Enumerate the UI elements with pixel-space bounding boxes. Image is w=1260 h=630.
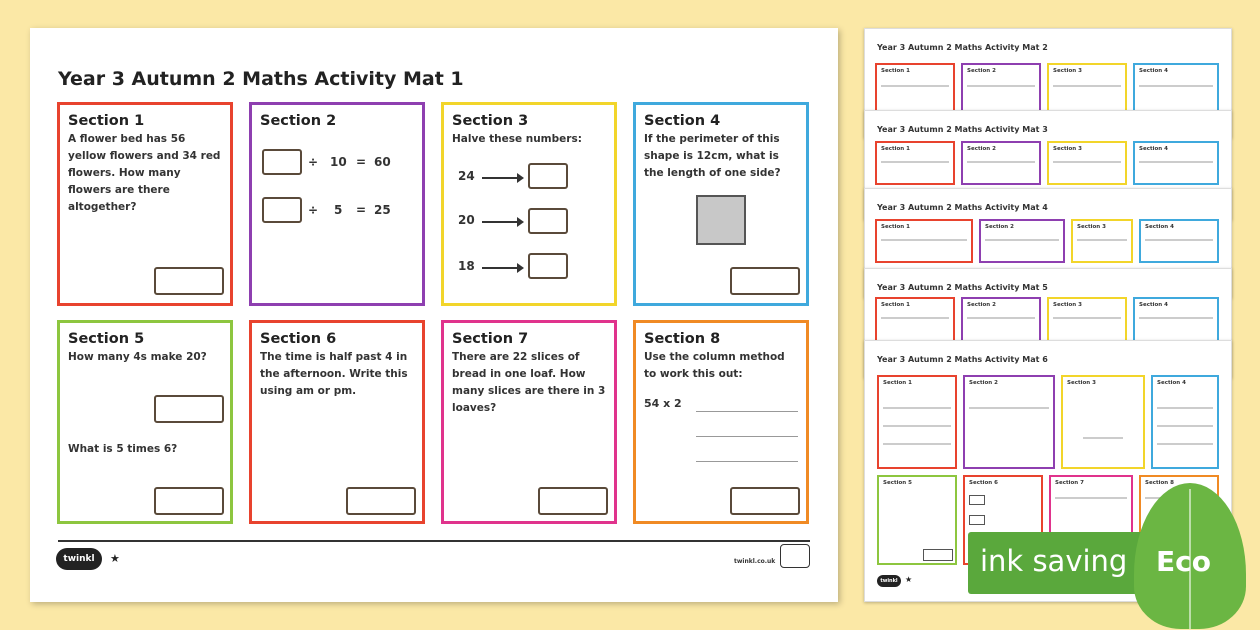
mini-card: Section 4: [1133, 141, 1219, 185]
sheet-title: Year 3 Autumn 2 Maths Activity Mat 1: [58, 68, 464, 90]
section-4-text: If the perimeter of this shape is 12cm, what is the length of one side?: [644, 133, 781, 179]
section-3-text: Halve these numbers:: [452, 133, 582, 145]
mini-mat-2-title: Year 3 Autumn 2 Maths Activity Mat 2: [877, 43, 1048, 52]
mini-card: Section 3: [1071, 219, 1133, 263]
mini-card: Section 5: [877, 475, 957, 565]
section-6-text: The time is half past 4 in the afternoon. Write this using am or pm.: [260, 351, 408, 397]
section-2-box-1[interactable]: [262, 149, 302, 175]
section-5-card: [57, 320, 233, 524]
mini-card: Section 4: [1133, 63, 1219, 113]
mini-card: Section 1: [875, 141, 955, 185]
twinkl-logo: twinkl: [56, 548, 102, 570]
section-2-card: [249, 102, 425, 306]
section-3-arrow-2: [482, 221, 522, 223]
mini-card: Section 1: [875, 63, 955, 113]
section-7-answer-box[interactable]: [538, 487, 608, 515]
section-8-answer-box[interactable]: [730, 487, 800, 515]
activity-mat-sheet: [30, 28, 838, 602]
mini-mat-4-title: Year 3 Autumn 2 Maths Activity Mat 4: [877, 203, 1048, 212]
section-1-title: Section 1: [68, 113, 145, 129]
section-1-card: [57, 102, 233, 306]
section-2-eq-2: =: [356, 203, 367, 217]
section-2-a-2: 5: [334, 203, 343, 217]
section-3-box-3[interactable]: [528, 253, 568, 279]
section-5-question-2: What is 5 times 6?: [68, 443, 178, 455]
mini-card: Section 7: [1049, 475, 1133, 565]
section-2-title: Section 2: [260, 113, 337, 129]
mini-card: Section 2: [961, 297, 1041, 345]
section-7-title: Section 7: [452, 331, 529, 347]
section-3-number-3: 18: [458, 259, 475, 273]
eco-label: Eco: [1156, 545, 1211, 578]
section-1-text: A flower bed has 56 yellow flowers and 34 red flowers. How many flowers are there altogether?: [68, 133, 221, 213]
section-8-text: Use the column method to work this out:: [644, 351, 785, 380]
section-3-number-1: 24: [458, 169, 475, 183]
star-icon: ★: [110, 552, 120, 565]
section-4-answer-box[interactable]: [730, 267, 800, 295]
footer-divider: [58, 540, 810, 542]
section-2-b-1: 60: [374, 155, 391, 169]
mini-card: Section 8: [1139, 475, 1219, 565]
section-2-b-2: 25: [374, 203, 391, 217]
section-5-question-1: How many 4s make 20?: [68, 351, 207, 363]
mini-card: Section 4: [1151, 375, 1219, 469]
mini-card: Section 2: [979, 219, 1065, 263]
section-5-title: Section 5: [68, 331, 145, 347]
mini-card: Section 6: [963, 475, 1043, 565]
quality-stamp-icon: [780, 544, 810, 568]
section-3-box-1[interactable]: [528, 163, 568, 189]
mini-card: Section 3: [1047, 63, 1127, 113]
mini-card: Section 2: [963, 375, 1055, 469]
section-2-eq-1: =: [356, 155, 367, 169]
section-2-op-1: ÷: [308, 155, 319, 169]
section-7-card: [441, 320, 617, 524]
mini-card: Section 3: [1047, 141, 1127, 185]
section-8-title: Section 8: [644, 331, 721, 347]
mini-mat-6-title: Year 3 Autumn 2 Maths Activity Mat 6: [877, 355, 1048, 364]
section-3-number-2: 20: [458, 213, 475, 227]
mini-card: Section 2: [961, 141, 1041, 185]
mini-card: Section 1: [875, 219, 973, 263]
section-2-box-2[interactable]: [262, 197, 302, 223]
mini-mat-3-title: Year 3 Autumn 2 Maths Activity Mat 3: [877, 125, 1048, 134]
working-line-3[interactable]: [696, 461, 798, 462]
section-6-answer-box[interactable]: [346, 487, 416, 515]
section-3-arrow-3: [482, 267, 522, 269]
mini-card: Section 1: [877, 375, 957, 469]
section-8-card: [633, 320, 809, 524]
section-4-title: Section 4: [644, 113, 721, 129]
mini-card: Section 4: [1133, 297, 1219, 345]
section-6-card: [249, 320, 425, 524]
section-3-arrow-1: [482, 177, 522, 179]
square-shape: [696, 195, 746, 245]
section-4-card: [633, 102, 809, 306]
mini-card: Section 3: [1047, 297, 1127, 345]
mini-card: Section 2: [961, 63, 1041, 113]
mini-card: Section 4: [1139, 219, 1219, 263]
section-3-box-2[interactable]: [528, 208, 568, 234]
mini-card: Section 3: [1061, 375, 1145, 469]
section-2-a-1: 10: [330, 155, 347, 169]
section-1-answer-box[interactable]: [154, 267, 224, 295]
section-8-sum: 54 x 2: [644, 397, 682, 410]
section-6-title: Section 6: [260, 331, 337, 347]
ink-saving-label: ink saving: [980, 544, 1128, 578]
working-line-2[interactable]: [696, 436, 798, 437]
mini-star-icon: ★: [905, 575, 913, 584]
section-3-title: Section 3: [452, 113, 529, 129]
mini-twinkl-logo: twinkl: [877, 575, 901, 587]
mini-mat-5-title: Year 3 Autumn 2 Maths Activity Mat 5: [877, 283, 1048, 292]
section-3-card: [441, 102, 617, 306]
working-line-1[interactable]: [696, 411, 798, 412]
section-2-op-2: ÷: [308, 203, 319, 217]
section-5-answer-box-1[interactable]: [154, 395, 224, 423]
mini-card: Section 1: [875, 297, 955, 345]
section-5-answer-box-2[interactable]: [154, 487, 224, 515]
section-7-text: There are 22 slices of bread in one loaf. How many slices are there in 3 loaves?: [452, 351, 606, 414]
footer-url: twinkl.co.uk: [734, 558, 776, 565]
